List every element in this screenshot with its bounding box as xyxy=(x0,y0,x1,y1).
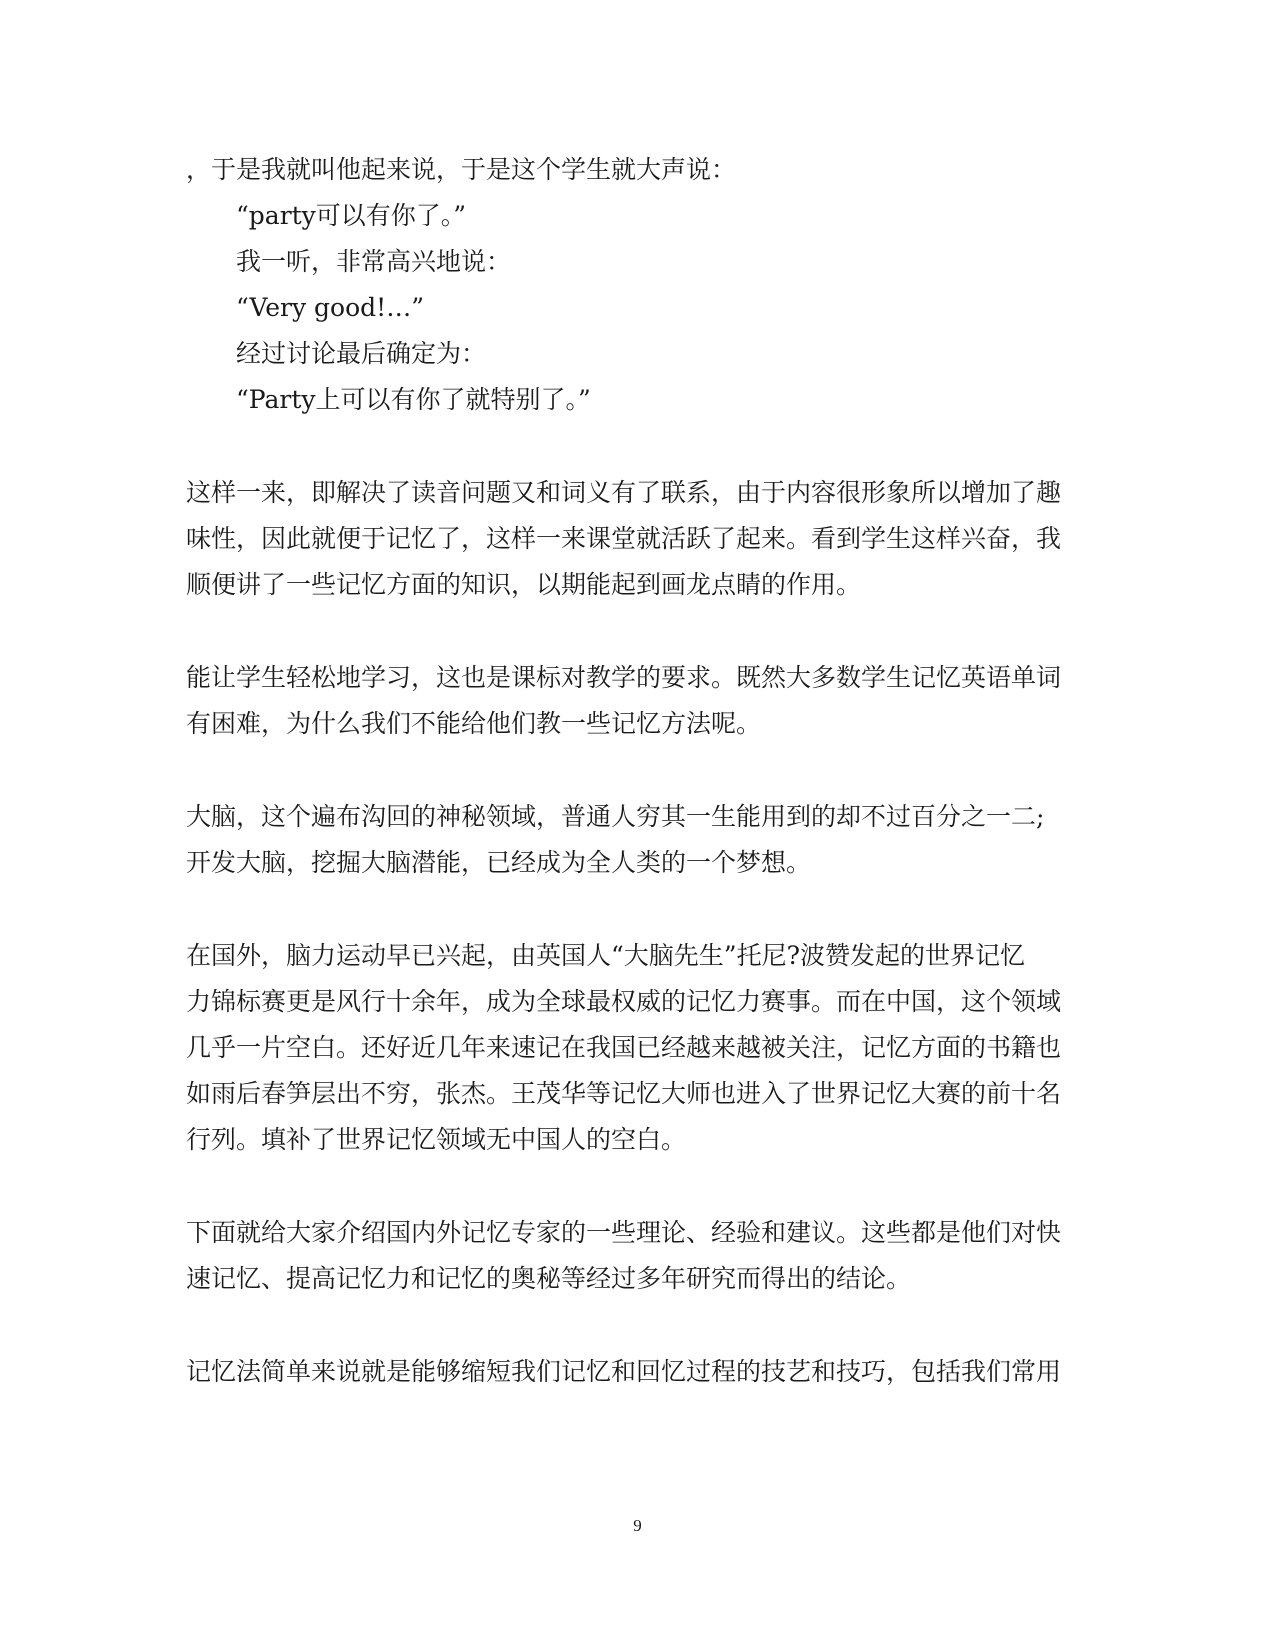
paragraph-line: 记忆法简单来说就是能够缩短我们记忆和回忆过程的技艺和技巧，包括我们常用 xyxy=(186,1357,1062,1386)
dialogue-line: “party可以有你了。” xyxy=(236,201,467,230)
dialogue-line: 经过讨论最后确定为： xyxy=(236,339,487,368)
paragraph-line: 速记忆、提高记忆力和记忆的奥秘等经过多年研究而得出的结论。 xyxy=(186,1264,912,1293)
paragraph-line: 行列。填补了世界记忆领域无中国人的空白。 xyxy=(186,1125,687,1154)
paragraph-line: 顺便讲了一些记忆方面的知识，以期能起到画龙点睛的作用。 xyxy=(186,570,862,599)
dialogue-line: 我一听，非常高兴地说： xyxy=(236,247,512,276)
paragraph-line: 如雨后春笋层出不穷，张杰。王茂华等记忆大师也进入了世界记忆大赛的前十名 xyxy=(186,1079,1062,1108)
paragraph-line: 开发大脑，挖掘大脑潜能，已经成为全人类的一个梦想。 xyxy=(186,848,812,877)
paragraph-line: 在国外，脑力运动早已兴起，由英国人“大脑先生”托尼?波赞发起的世界记忆 xyxy=(186,941,1025,970)
paragraph-line: 力锦标赛更是风行十余年，成为全球最权威的记忆力赛事。而在中国，这个领域 xyxy=(186,987,1062,1016)
paragraph-line: 有困难，为什么我们不能给他们教一些记忆方法呢。 xyxy=(186,709,762,738)
paragraph-line: 味性，因此就便于记忆了，这样一来课堂就活跃了起来。看到学生这样兴奋，我 xyxy=(186,524,1062,553)
dialogue-line: “Very good!…” xyxy=(236,293,424,322)
paragraph-line: 能让学生轻松地学习，这也是课标对教学的要求。既然大多数学生记忆英语单词 xyxy=(186,663,1062,692)
page-number: 9 xyxy=(633,1516,642,1535)
paragraph-line: 大脑，这个遍布沟回的神秘领域，普通人穷其一生能用到的却不过百分之一二; xyxy=(186,802,1045,831)
dialogue-line: ，于是我就叫他起来说，于是这个学生就大声说： xyxy=(186,155,737,184)
paragraph-line: 下面就给大家介绍国内外记忆专家的一些理论、经验和建议。这些都是他们对快 xyxy=(186,1218,1062,1247)
dialogue-line: “Party上可以有你了就特别了。” xyxy=(236,385,591,414)
paragraph-line: 几乎一片空白。还好近几年来速记在我国已经越来越被关注，记忆方面的书籍也 xyxy=(186,1033,1062,1062)
paragraph-line: 这样一来，即解决了读音问题又和词义有了联系，由于内容很形象所以增加了趣 xyxy=(186,478,1062,507)
